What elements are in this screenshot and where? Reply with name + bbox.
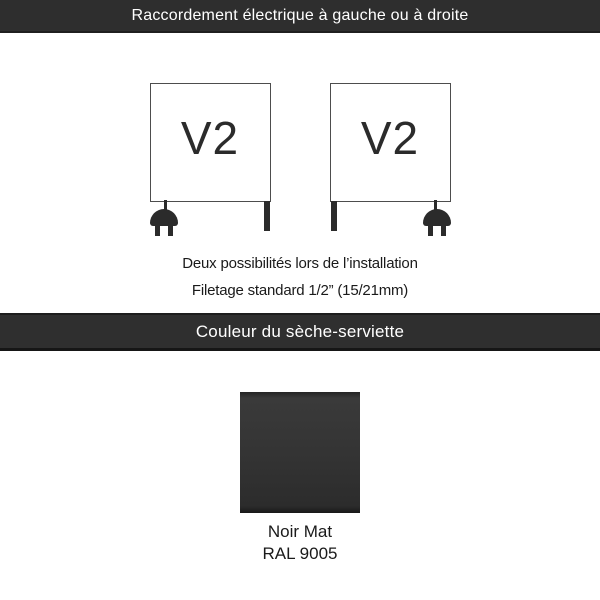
power-plug-icon [423,201,451,238]
diagram-row [0,83,600,240]
plug-prong [428,225,433,236]
section-title-raccordement: Raccordement électrique à gauche ou à droite [131,6,469,24]
radiator-version-label: V2 [180,112,240,164]
diagram-plug-left [150,83,271,240]
caption-possibilities: Deux possibilités lors de l’installation [182,255,418,272]
swatch-label [0,521,600,565]
radiator-version-label: V2 [360,112,420,164]
radiator-outline [150,83,271,202]
installation-caption [0,255,600,309]
section-header-couleur [0,313,600,351]
swatch-color-name: Noir Mat [267,522,333,541]
radiator-attachments [150,201,271,240]
color-swatch-noir-mat [240,392,360,513]
radiator-outline [330,83,451,202]
section-header-raccordement [0,0,600,33]
swatch-ral-code: RAL 9005 [262,544,338,563]
plug-body [150,209,178,226]
plug-prong [441,225,446,236]
plug-prong [168,225,173,236]
plug-prong [155,225,160,236]
pipe-stub-icon [264,201,270,231]
caption-thread-standard: Filetage standard 1/2” (15/21mm) [191,282,409,299]
pipe-stub-icon [331,201,337,231]
power-plug-icon [150,201,178,238]
section-title-couleur: Couleur du sèche-serviette [195,321,405,341]
plug-body [423,209,451,226]
diagram-plug-right [330,83,451,240]
radiator-attachments [330,201,451,240]
